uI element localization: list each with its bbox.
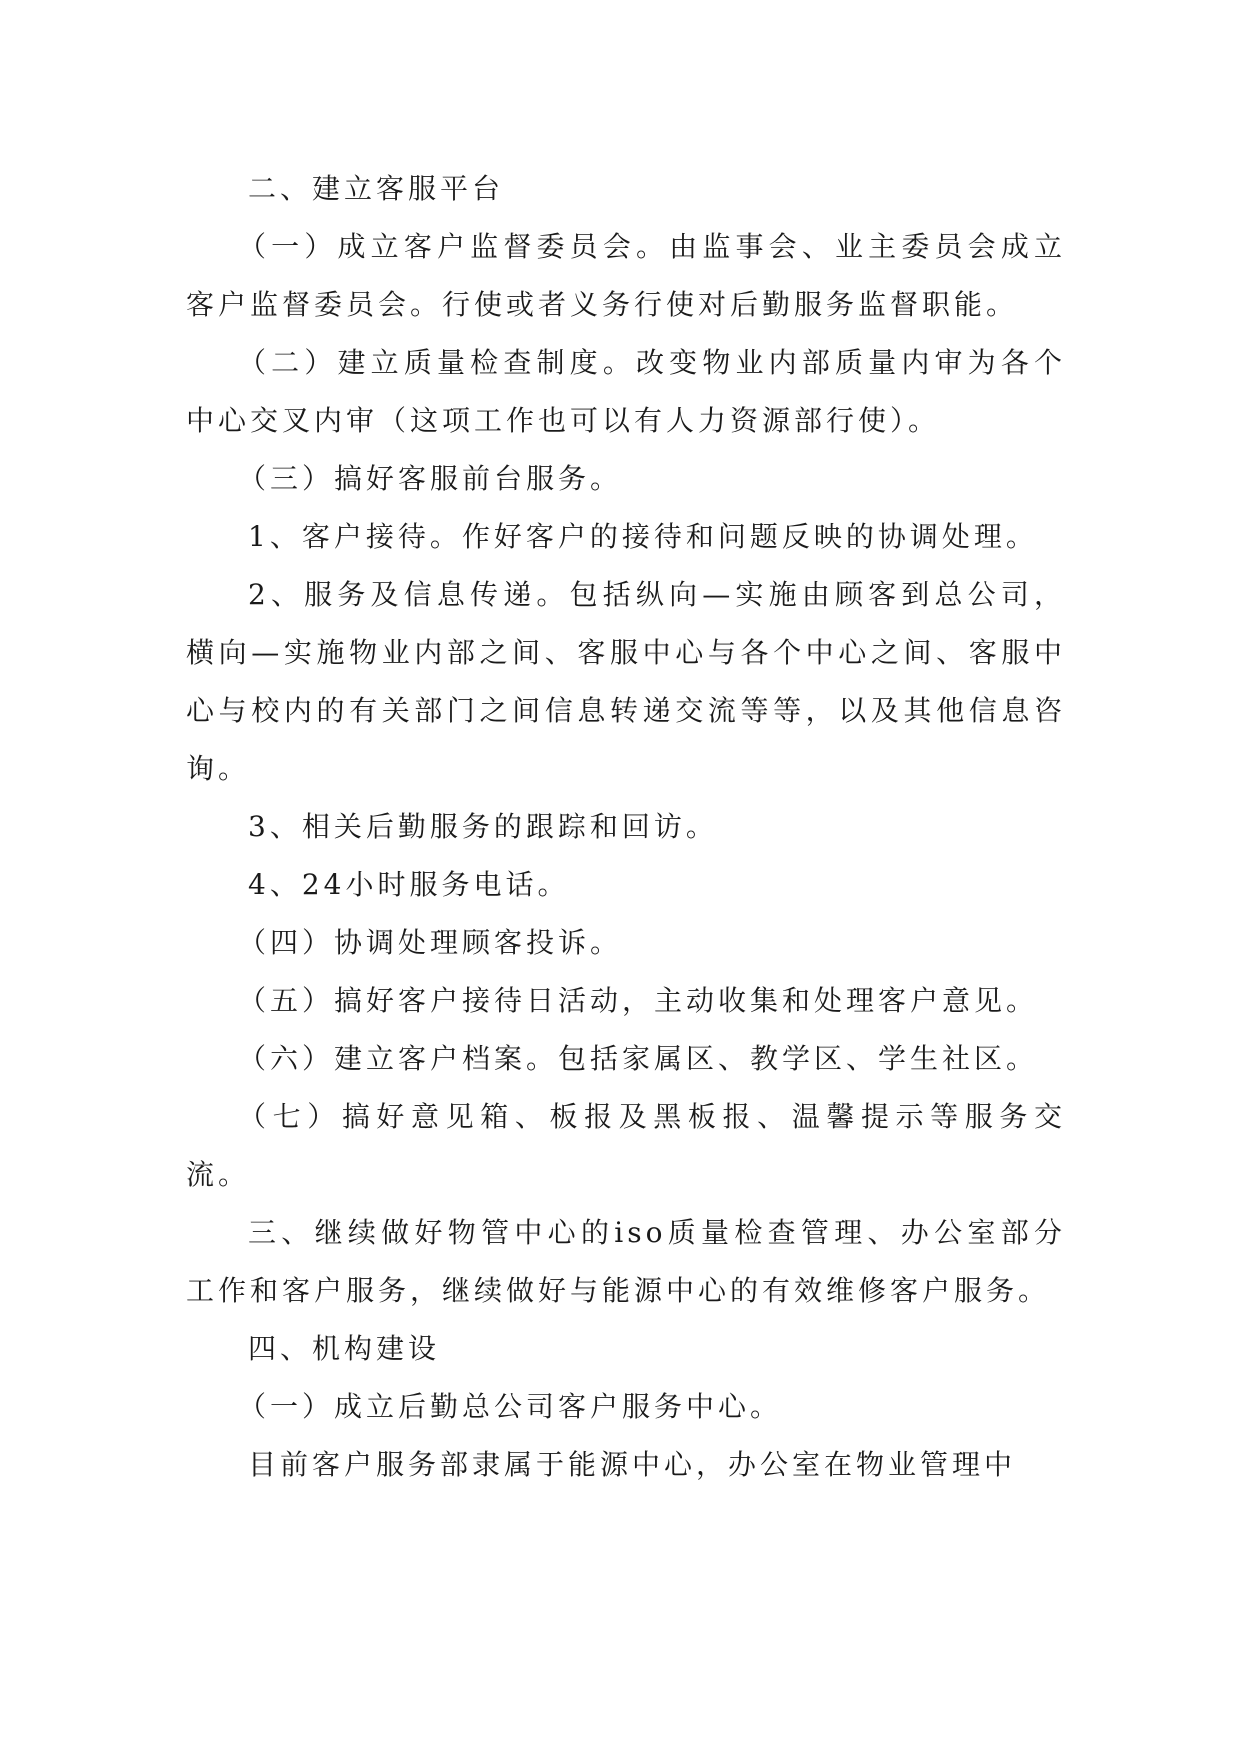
paragraph-customer-files: （六）建立客户档案。包括家属区、教学区、学生社区。 <box>238 1042 1039 1075</box>
section-heading-3: 三、继续做好物管中心的iso质量检查管理、办公室部分工作和客户服务，继续做好与能源中心的有效维修客户服务。 <box>186 1216 1066 1307</box>
paragraph-complaints: （四）协调处理顾客投诉。 <box>238 926 623 959</box>
paragraph-suggestion-box: （七）搞好意见箱、板报及黑板报、温馨提示等服务交流。 <box>186 1100 1066 1191</box>
section-heading-4: 四、机构建设 <box>248 1332 441 1365</box>
paragraph-service-center: （一）成立后勤总公司客户服务中心。 <box>238 1390 783 1423</box>
list-item-information: 2、服务及信息传递。包括纵向—实施由顾客到总公司，横向—实施物业内部之间、客服中心与各个中心之间、客服中心与校内的有关部门之间信息转递交流等等，以及其他信息咨询。 <box>186 578 1066 785</box>
paragraph-front-desk: （三）搞好客服前台服务。 <box>238 462 623 495</box>
section-heading-2: 二、建立客服平台 <box>248 172 505 205</box>
list-item-hotline: 4、24小时服务电话。 <box>248 868 570 901</box>
paragraph-customer-supervision: （一）成立客户监督委员会。由监事会、业主委员会成立客户监督委员会。行使或者义务行使对后勤服务监督职能。 <box>186 230 1066 321</box>
paragraph-reception-day: （五）搞好客户接待日活动，主动收集和处理客户意见。 <box>238 984 1039 1017</box>
list-item-reception: 1、客户接待。作好客户的接待和问题反映的协调处理。 <box>248 520 1038 553</box>
list-item-followup: 3、相关后勤服务的跟踪和回访。 <box>248 810 718 843</box>
document-body <box>186 160 1066 1494</box>
paragraph-quality-inspection: （二）建立质量检查制度。改变物业内部质量内审为各个中心交叉内审（这项工作也可以有人力资源部行使）。 <box>186 346 1066 437</box>
paragraph-current-status: 目前客户服务部隶属于能源中心，办公室在物业管理中 <box>248 1448 1017 1481</box>
